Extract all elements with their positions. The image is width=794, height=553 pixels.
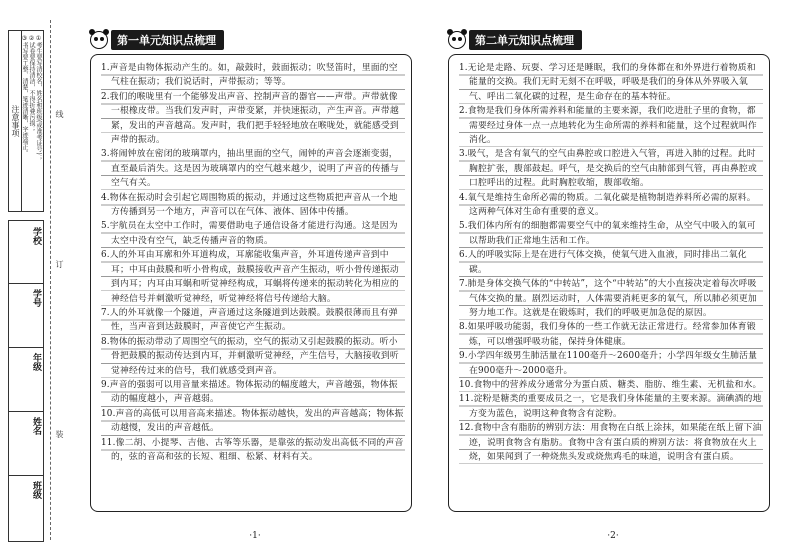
unit1-section bbox=[90, 30, 420, 541]
unit2-heading: 第二单元知识点梳理 bbox=[469, 30, 582, 50]
field-student-number[interactable]: 学号 bbox=[31, 289, 41, 307]
field-class[interactable]: 班级 bbox=[31, 481, 41, 499]
list-item: 5.宇航员在太空中工作时，需要借助电子通信设备才能进行沟通。这是因为太空中没有空气，缺乏传播声音的物质。 bbox=[101, 219, 405, 248]
field-grade[interactable]: 年级 bbox=[31, 353, 41, 371]
note-item: ①考生要写清校名，姓名和班级(或准考证号)； bbox=[35, 35, 42, 161]
cut-label-line: 线 bbox=[55, 110, 64, 118]
notes-body bbox=[22, 35, 42, 207]
list-item: 4.物体在振动时会引起它周围物质的振动，并通过这些物质把声音从一个地方传播到另一个地方，声音可以在气体、液体、固体中传播。 bbox=[101, 191, 405, 220]
list-item: 10.声音的高低可以用音高来描述。物体振动越快，发出的声音越高；物体振动越慢，发出的声音越低。 bbox=[101, 407, 405, 436]
list-item: 10.食物中的营养成分通常分为蛋白质、糖类、脂肪、维生素、无机盐和水。 bbox=[459, 378, 763, 392]
binding-strip bbox=[0, 0, 80, 553]
unit1-header bbox=[90, 30, 224, 50]
unit2-section bbox=[448, 30, 778, 541]
panda-icon bbox=[448, 31, 466, 49]
list-item: 4.氧气是维持生命所必需的物质。二氧化碳是植物制造养料所必需的原料。这两种气体对生命有重要的意义。 bbox=[459, 191, 763, 220]
list-item: 12.食物中含有脂肪的辨别方法：用食物在白纸上涂抹，如果能在纸上留下油迹，说明食物含有脂肪。食物中含有蛋白质的辨别方法：将食物放在火上烧，如果闻到了一种烧焦头发或烧焦鸡毛的味道，说明含有蛋白质。 bbox=[459, 421, 763, 464]
list-item: 3.吸气，是含有氧气的空气由鼻腔或口腔进入气管，再进入肺的过程。此时胸腔扩张，腹部鼓起。呼气，是交换后的空气由肺部到气管，再由鼻腔或口腔呼出的过程。此时胸腔收缩，腹部收缩。 bbox=[459, 147, 763, 190]
field-name[interactable]: 姓名 bbox=[31, 417, 41, 435]
notes-box bbox=[8, 30, 44, 212]
list-item: 8.物体的振动带动了周围空气的振动，空气的振动又引起鼓膜的振动。听小骨把鼓膜的振动传达到内耳，并刺激听觉神经，产生信号，大脑接收到听觉神经传过来的信号，我们就感受到声音。 bbox=[101, 335, 405, 378]
list-item: 3.将闹钟放在密闭的玻璃罩内，抽出里面的空气，闹钟的声音会逐渐变弱，直至最后消失。这是因为玻璃罩内的空气越来越少，说明了声音的传播与空气有关。 bbox=[101, 147, 405, 190]
cut-line bbox=[50, 20, 51, 540]
list-item: 9.声音的强弱可以用音量来描述。物体振动的幅度越大，声音越强，物体振动的幅度越小，声音越弱。 bbox=[101, 378, 405, 407]
note-item: ③书写要工整、清楚，笔迹清晰，字迹端正。 bbox=[21, 35, 28, 156]
list-item: 6.人的呼吸实际上是在进行气体交换，使氧气进入血液，同时排出二氧化碳。 bbox=[459, 248, 763, 277]
unit1-content-box bbox=[90, 54, 412, 512]
list-item: 7.人的外耳就像一个隧道，声音通过这条隧道到达鼓膜。鼓膜很薄而且有弹性，当声音到达鼓膜时，声音使它产生振动。 bbox=[101, 306, 405, 335]
page-number: ·1· bbox=[249, 531, 261, 541]
unit1-heading: 第一单元知识点梳理 bbox=[111, 30, 224, 50]
list-item: 11.淀粉是糖类的重要成员之一，它是我们身体能量的主要来源。滴碘酒的地方变为蓝色，说明这种食物含有淀粉。 bbox=[459, 392, 763, 421]
note-item: ②试卷要保持清洁，不得折叠污损； bbox=[28, 35, 35, 132]
list-item: 6.人的外耳由耳廓和外耳道构成，耳廓能收集声音，外耳道传递声音到中耳；中耳由鼓膜和听小骨构成，鼓膜接收声音产生振动，听小骨传递振动到内耳；内耳由耳蜗和听觉神经构成，耳蜗将传递来的振动转化为相应的神经信号并刺激听觉神经，听觉神经将信号传递给大脑。 bbox=[101, 248, 405, 306]
notes-title: 注意事项 bbox=[9, 31, 22, 211]
unit2-content-box bbox=[448, 54, 770, 512]
panda-icon bbox=[90, 31, 108, 49]
list-item: 8.如果呼吸功能弱，我们身体的一些工作就无法正常进行。经常参加体育锻炼，可以增强呼吸功能，保持身体健康。 bbox=[459, 320, 763, 349]
list-item: 2.食物是我们身体所需养料和能量的主要来源，我们吃进肚子里的食物，都需要经过身体一点一点地转化为生命所需的养料和能量，这个过程就叫作消化。 bbox=[459, 104, 763, 147]
list-item: 11.像二胡、小提琴、吉他、古筝等乐器，是靠弦的振动发出高低不同的声音的，弦的音高和弦的长短、粗细、松紧、材料有关。 bbox=[101, 436, 405, 465]
list-item: 9.小学四年级男生肺活量在1100毫升～2600毫升；小学四年级女生肺活量在900毫升～2000毫升。 bbox=[459, 349, 763, 378]
list-item: 7.肺是身体交换气体的“中转站”，这个“中转站”的大小直接决定着每次呼吸气体交换的量。剧烈运动时，人体需要消耗更多的氧气，所以肺必须更加努力地工作。这就是在锻炼时，我们的呼吸更加急促的原因。 bbox=[459, 277, 763, 320]
unit2-header bbox=[448, 30, 582, 50]
list-item: 1.无论是走路、玩耍、学习还是睡眠，我们的身体都在和外界进行着物质和能量的交换。我们无时无刻不在呼吸，呼吸是我们的身体从外界吸入氧气、呼出二氧化碳的过程，是生命存在的基本特征。 bbox=[459, 61, 763, 104]
list-item: 1.声音是由物体振动产生的。如，敲鼓时，鼓面振动；吹竖笛时，里面的空气柱在振动；我们说话时，声带振动；等等。 bbox=[101, 61, 405, 90]
student-info-box bbox=[8, 220, 44, 542]
list-item: 2.我们的喉咙里有一个能够发出声音、控制声音的器官——声带。声带就像一根橡皮带。当我们发声时，声带变紧，并快速振动，产生声音。声带越紧，发出的声音越高。发声时，我们把手轻轻地放在喉咙处，就能感受到声带的振动。 bbox=[101, 90, 405, 148]
cut-label-bind: 订 bbox=[55, 260, 64, 268]
cut-label-mount: 装 bbox=[55, 430, 64, 438]
list-item: 5.我们体内所有的细胞都需要空气中的氧来维持生命，从空气中吸入的氧可以帮助我们正常地生活和工作。 bbox=[459, 219, 763, 248]
page-number: ·2· bbox=[607, 531, 619, 541]
field-school[interactable]: 学校 bbox=[31, 227, 41, 245]
